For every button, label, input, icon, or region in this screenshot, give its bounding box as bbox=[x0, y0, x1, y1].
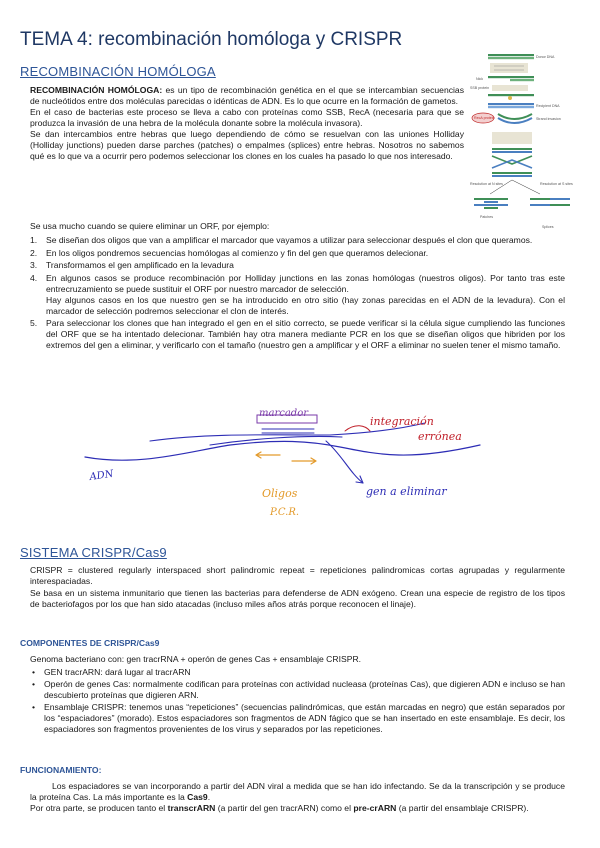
recombination-figure bbox=[470, 52, 584, 232]
paragraph: RECOMBINACIÓN HOMÓLOGA: es un tipo de recombinación genética en el que se intercambian secuencias de nucleótidos entre dos moléculas parecidas o idénticas de ADN. Es lo que ocurre en la formación de gametos. bbox=[30, 85, 465, 106]
recombinacion-intro bbox=[30, 85, 464, 162]
figure-label: Resolution at S sites bbox=[540, 182, 573, 186]
components-list bbox=[30, 667, 565, 736]
page-title: TEMA 4: recombinación homóloga y CRISPR bbox=[20, 29, 403, 50]
sketch-label-oligos: Oligos bbox=[262, 487, 298, 500]
figure-label: Splices bbox=[542, 225, 554, 229]
paragraph: Se usa mucho cuando se quiere eliminar un ORF, por ejemplo: bbox=[30, 221, 270, 231]
sketch-label-integracion: integración bbox=[370, 415, 434, 428]
sketch-label-gen-eliminar: gen a eliminar bbox=[366, 485, 447, 498]
function-text bbox=[30, 781, 565, 814]
section-heading-recombinacion: RECOMBINACIÓN HOMÓLOGA bbox=[20, 64, 216, 79]
figure-label: Nick bbox=[476, 77, 483, 81]
components-heading: COMPONENTES DE CRISPR/Cas9 bbox=[20, 638, 160, 648]
handwritten-sketch bbox=[80, 405, 500, 525]
figure-label: Recipient DNA bbox=[536, 104, 560, 108]
figure-label: Strand invasion bbox=[536, 117, 561, 121]
figure-label: Patches bbox=[480, 215, 493, 219]
paragraph: CRISPR = clustered regularly interspaced short palindromic repeat = repeticiones palindromicas cortas agrupadas y regularmente interespaciadas. bbox=[30, 565, 565, 586]
crispr-intro bbox=[30, 565, 565, 610]
list-item: 5. Para seleccionar los clones que han integrado el gen en el sitio correcto, se puede verificar si la célula sigue cumpliendo las funciones del ORF que se ha intentado delecionar. También hay otra manera mediante PCR en los que se diseñan oligos que hibriden por los extremos del gen a eliminar, y verificarlo con el tamaño (nuestro gen a amplificar y el ORF a eliminar no suelen tener el mismo tamaño. bbox=[30, 318, 565, 350]
paragraph: Genoma bacteriano con: gen tracrRNA + operón de genes Cas + ensamblaje CRISPR. bbox=[30, 654, 362, 664]
function-heading: FUNCIONAMIENTO: bbox=[20, 765, 102, 775]
steps-list bbox=[30, 235, 565, 353]
sketch-label-adn: ADN bbox=[88, 468, 115, 483]
figure-label: RecA protein bbox=[474, 116, 495, 120]
list-item: 2. En los oligos pondremos secuencias homólogas al comienzo y fin del gen que queramos delecionar. bbox=[30, 247, 429, 258]
paragraph: En el caso de bacterias este proceso se lleva a cabo con proteínas como SSB, RecA (necesaria para que se produzca la invasión de una hebra de la molécula donante sobre la molécula invasora). bbox=[30, 107, 464, 128]
list-item: 4. En algunos casos se produce recombinación por Holliday junctions en las zonas homólogas (nuestros oligos). Por tanto tras este entrecruzamiento se puede sustituir el ORF por nuestro marcador de selección. Hay algunos casos en los que nuestro gen se ha introducido en otro sitio (hay zonas parecidas en el ADN de la levadura). Con el marcador de selección podremos seleccionar el clon de interés. bbox=[30, 272, 565, 316]
list-item: 1. Se diseñan dos oligos que van a amplificar el marcador que vayamos a utilizar para seleccionar después el clon que queramos. bbox=[30, 235, 533, 245]
figure-label: Resolution at N sites bbox=[470, 182, 503, 186]
figure-label: Donor DNA bbox=[536, 55, 555, 59]
list-item: • Ensamblaje CRISPR: tenemos unas “repeticiones” (secuencias palindrómicas, que están marcadas en negro) que están separados por los “espaciadores” (morado). Estos espaciadores son fragmentos de ADN fágico que se han insertado en este ensamblaje. Es decir, los espaciadores son fragmentos provenientes de los virus y separados por las repeticiones. bbox=[32, 702, 565, 734]
sketch-label-erronea: errónea bbox=[418, 430, 462, 443]
paragraph: Se dan intercambios entre hebras que luego dependiendo de cómo se resuelvan con las uniones Holliday (Holliday junctions) pueden darse parches (patches) o empalmes (splices) entre hebras. Nosotros no sabemos qué es lo que va a ocurrir pero podemos seleccionar los clones en los cuales ha pasado lo que nos interesado. bbox=[30, 129, 464, 161]
section-heading-crispr: SISTEMA CRISPR/Cas9 bbox=[20, 545, 167, 560]
list-item: • Operón de genes Cas: normalmente codifican para proteínas con actividad nucleasa (proteínas Cas), que digieren ADN e incluso se han descubierto proteínas que digieren ARN. bbox=[32, 679, 565, 700]
paragraph: Los espaciadores se van incorporando a partir del ADN viral a medida que se han ido infectando. Se da la transcripción y se produce la proteína Cas. La más importante es la Cas9. bbox=[30, 781, 565, 802]
paragraph: Se basa en un sistema inmunitario que tienen las bacterias para defenderse de ADN exógeno. Crean una especie de registro de los tipos de bacteriofagos por los que han sido atacadas (incluso miles años atrás porque reconocen el linaje). bbox=[30, 588, 565, 609]
paragraph: Por otra parte, se producen tanto el transcrARN (a partir del gen tracrARN) como el pre-crARN (a partir del ensamblaje CRISPR). bbox=[30, 803, 529, 813]
list-item: 3. Transformamos el gen amplificado en la levadura bbox=[30, 260, 234, 270]
figure-label: SSB protein bbox=[470, 86, 490, 90]
sketch-label-marcador: marcador bbox=[259, 408, 308, 419]
list-item: • GEN tracrARN: dará lugar al tracrARN bbox=[32, 667, 191, 677]
sketch-label-pcr: P.C.R. bbox=[270, 507, 300, 518]
